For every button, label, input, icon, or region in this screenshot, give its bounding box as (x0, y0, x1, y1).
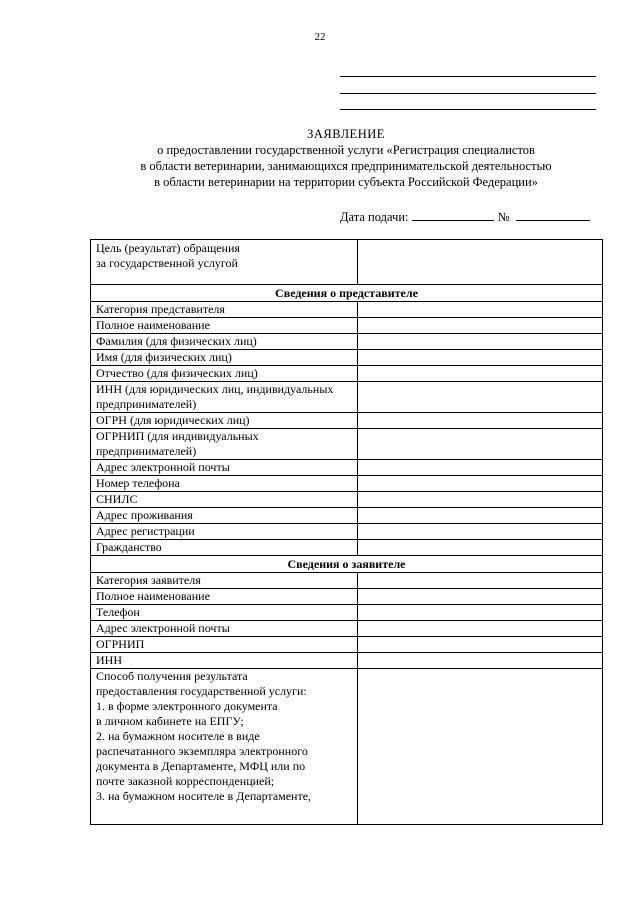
result-method-line: 2. на бумажном носителе в виде (96, 729, 260, 743)
table-row (91, 508, 603, 524)
field-value-cell[interactable] (358, 524, 603, 540)
field-label: Полное наименование (91, 589, 358, 605)
applicant-section-row (91, 556, 603, 573)
table-row (91, 524, 603, 540)
representative-section-header: Сведения о представителе (91, 285, 603, 302)
purpose-label-line-2: за государственной услугой (96, 256, 238, 270)
result-method-value-cell[interactable] (358, 669, 603, 825)
field-label: Адрес электронной почты (91, 621, 358, 637)
result-method-label (91, 669, 358, 825)
table-row (91, 382, 603, 413)
table-row (91, 653, 603, 669)
field-label: Отчество (для физических лиц) (91, 366, 358, 382)
table-row (91, 540, 603, 556)
field-label: Гражданство (91, 540, 358, 556)
table-row (91, 492, 603, 508)
field-value-cell[interactable] (358, 366, 603, 382)
result-method-line: почте заказной корреспонденцией; (96, 774, 275, 788)
field-value-cell[interactable] (358, 318, 603, 334)
table-row (91, 460, 603, 476)
field-value-cell[interactable] (358, 492, 603, 508)
table-row (91, 302, 603, 318)
title-heading: ЗАЯВЛЕНИЕ (307, 127, 385, 141)
field-label: Адрес проживания (91, 508, 358, 524)
table-row (91, 589, 603, 605)
field-label: Категория заявителя (91, 573, 358, 589)
result-method-line: в личном кабинете на ЕПГУ; (96, 714, 244, 728)
field-value-cell[interactable] (358, 573, 603, 589)
field-value-cell[interactable] (358, 429, 603, 460)
result-method-line: 1. в форме электронного документа (96, 699, 278, 713)
result-method-line: предоставления государственной услуги: (96, 684, 307, 698)
field-label: ОГРН (для юридических лиц) (91, 413, 358, 429)
field-label: ОГРНИП (91, 637, 358, 653)
field-value-cell[interactable] (358, 334, 603, 350)
result-method-line: Способ получения результата (96, 669, 248, 683)
field-label: Полное наименование (91, 318, 358, 334)
representative-section-row (91, 285, 603, 302)
field-value-cell[interactable] (358, 621, 603, 637)
purpose-value-cell[interactable] (358, 240, 603, 285)
purpose-label (91, 240, 358, 285)
field-value-cell[interactable] (358, 476, 603, 492)
field-value-cell[interactable] (358, 382, 603, 413)
field-label: Телефон (91, 605, 358, 621)
title-line-2: в области ветеринарии, занимающихся предпринимательской деятельностью (140, 159, 552, 173)
submission-date-line (340, 208, 602, 225)
table-row (91, 334, 603, 350)
addressee-line-3[interactable] (340, 109, 596, 110)
field-value-cell[interactable] (358, 350, 603, 366)
field-value-cell[interactable] (358, 653, 603, 669)
field-label: Номер телефона (91, 476, 358, 492)
field-label: Фамилия (для физических лиц) (91, 334, 358, 350)
applicant-section-header: Сведения о заявителе (91, 556, 603, 573)
page-number: 22 (314, 31, 326, 43)
purpose-row (91, 240, 603, 285)
table-row (91, 605, 603, 621)
addressee-line-1[interactable] (340, 76, 596, 77)
title-line-3: в области ветеринарии на территории субъекта Российской Федерации» (154, 175, 538, 189)
table-row (91, 637, 603, 653)
field-label: Категория представителя (91, 302, 358, 318)
table-row (91, 366, 603, 382)
number-field[interactable] (516, 208, 590, 221)
field-label: Имя (для физических лиц) (91, 350, 358, 366)
table-row (91, 429, 603, 460)
result-method-line: 3. на бумажном носителе в Департаменте, (96, 789, 312, 803)
field-label: Адрес регистрации (91, 524, 358, 540)
document-title (90, 126, 602, 190)
field-value-cell[interactable] (358, 637, 603, 653)
field-value-cell[interactable] (358, 605, 603, 621)
result-method-row (91, 669, 603, 825)
field-value-cell[interactable] (358, 302, 603, 318)
field-value-cell[interactable] (358, 508, 603, 524)
date-field[interactable] (412, 208, 494, 221)
purpose-label-line-1: Цель (результат) обращения (96, 241, 240, 255)
page-bottom-margin (0, 825, 640, 905)
field-label: Адрес электронной почты (91, 460, 358, 476)
table-row (91, 573, 603, 589)
field-label: ОГРНИП (для индивидуальных предпринимателей) (91, 429, 358, 460)
field-value-cell[interactable] (358, 589, 603, 605)
table-row (91, 413, 603, 429)
application-form-table (90, 239, 603, 825)
result-method-line: документа в Департаменте, МФЦ или по (96, 759, 306, 773)
title-line-1: о предоставлении государственной услуги «Регистрация специалистов (157, 143, 535, 157)
addressee-line-2[interactable] (340, 93, 596, 94)
field-value-cell[interactable] (358, 460, 603, 476)
field-label: СНИЛС (91, 492, 358, 508)
field-label: ИНН (91, 653, 358, 669)
table-row (91, 318, 603, 334)
field-value-cell[interactable] (358, 413, 603, 429)
table-row (91, 621, 603, 637)
result-method-line: распечатанного экземпляра электронного (96, 744, 308, 758)
field-value-cell[interactable] (358, 540, 603, 556)
field-label: ИНН (для юридических лиц, индивидуальных предпринимателей) (91, 382, 358, 413)
number-label: № (497, 210, 510, 224)
date-label: Дата подачи: (340, 210, 409, 224)
table-row (91, 476, 603, 492)
table-row (91, 350, 603, 366)
